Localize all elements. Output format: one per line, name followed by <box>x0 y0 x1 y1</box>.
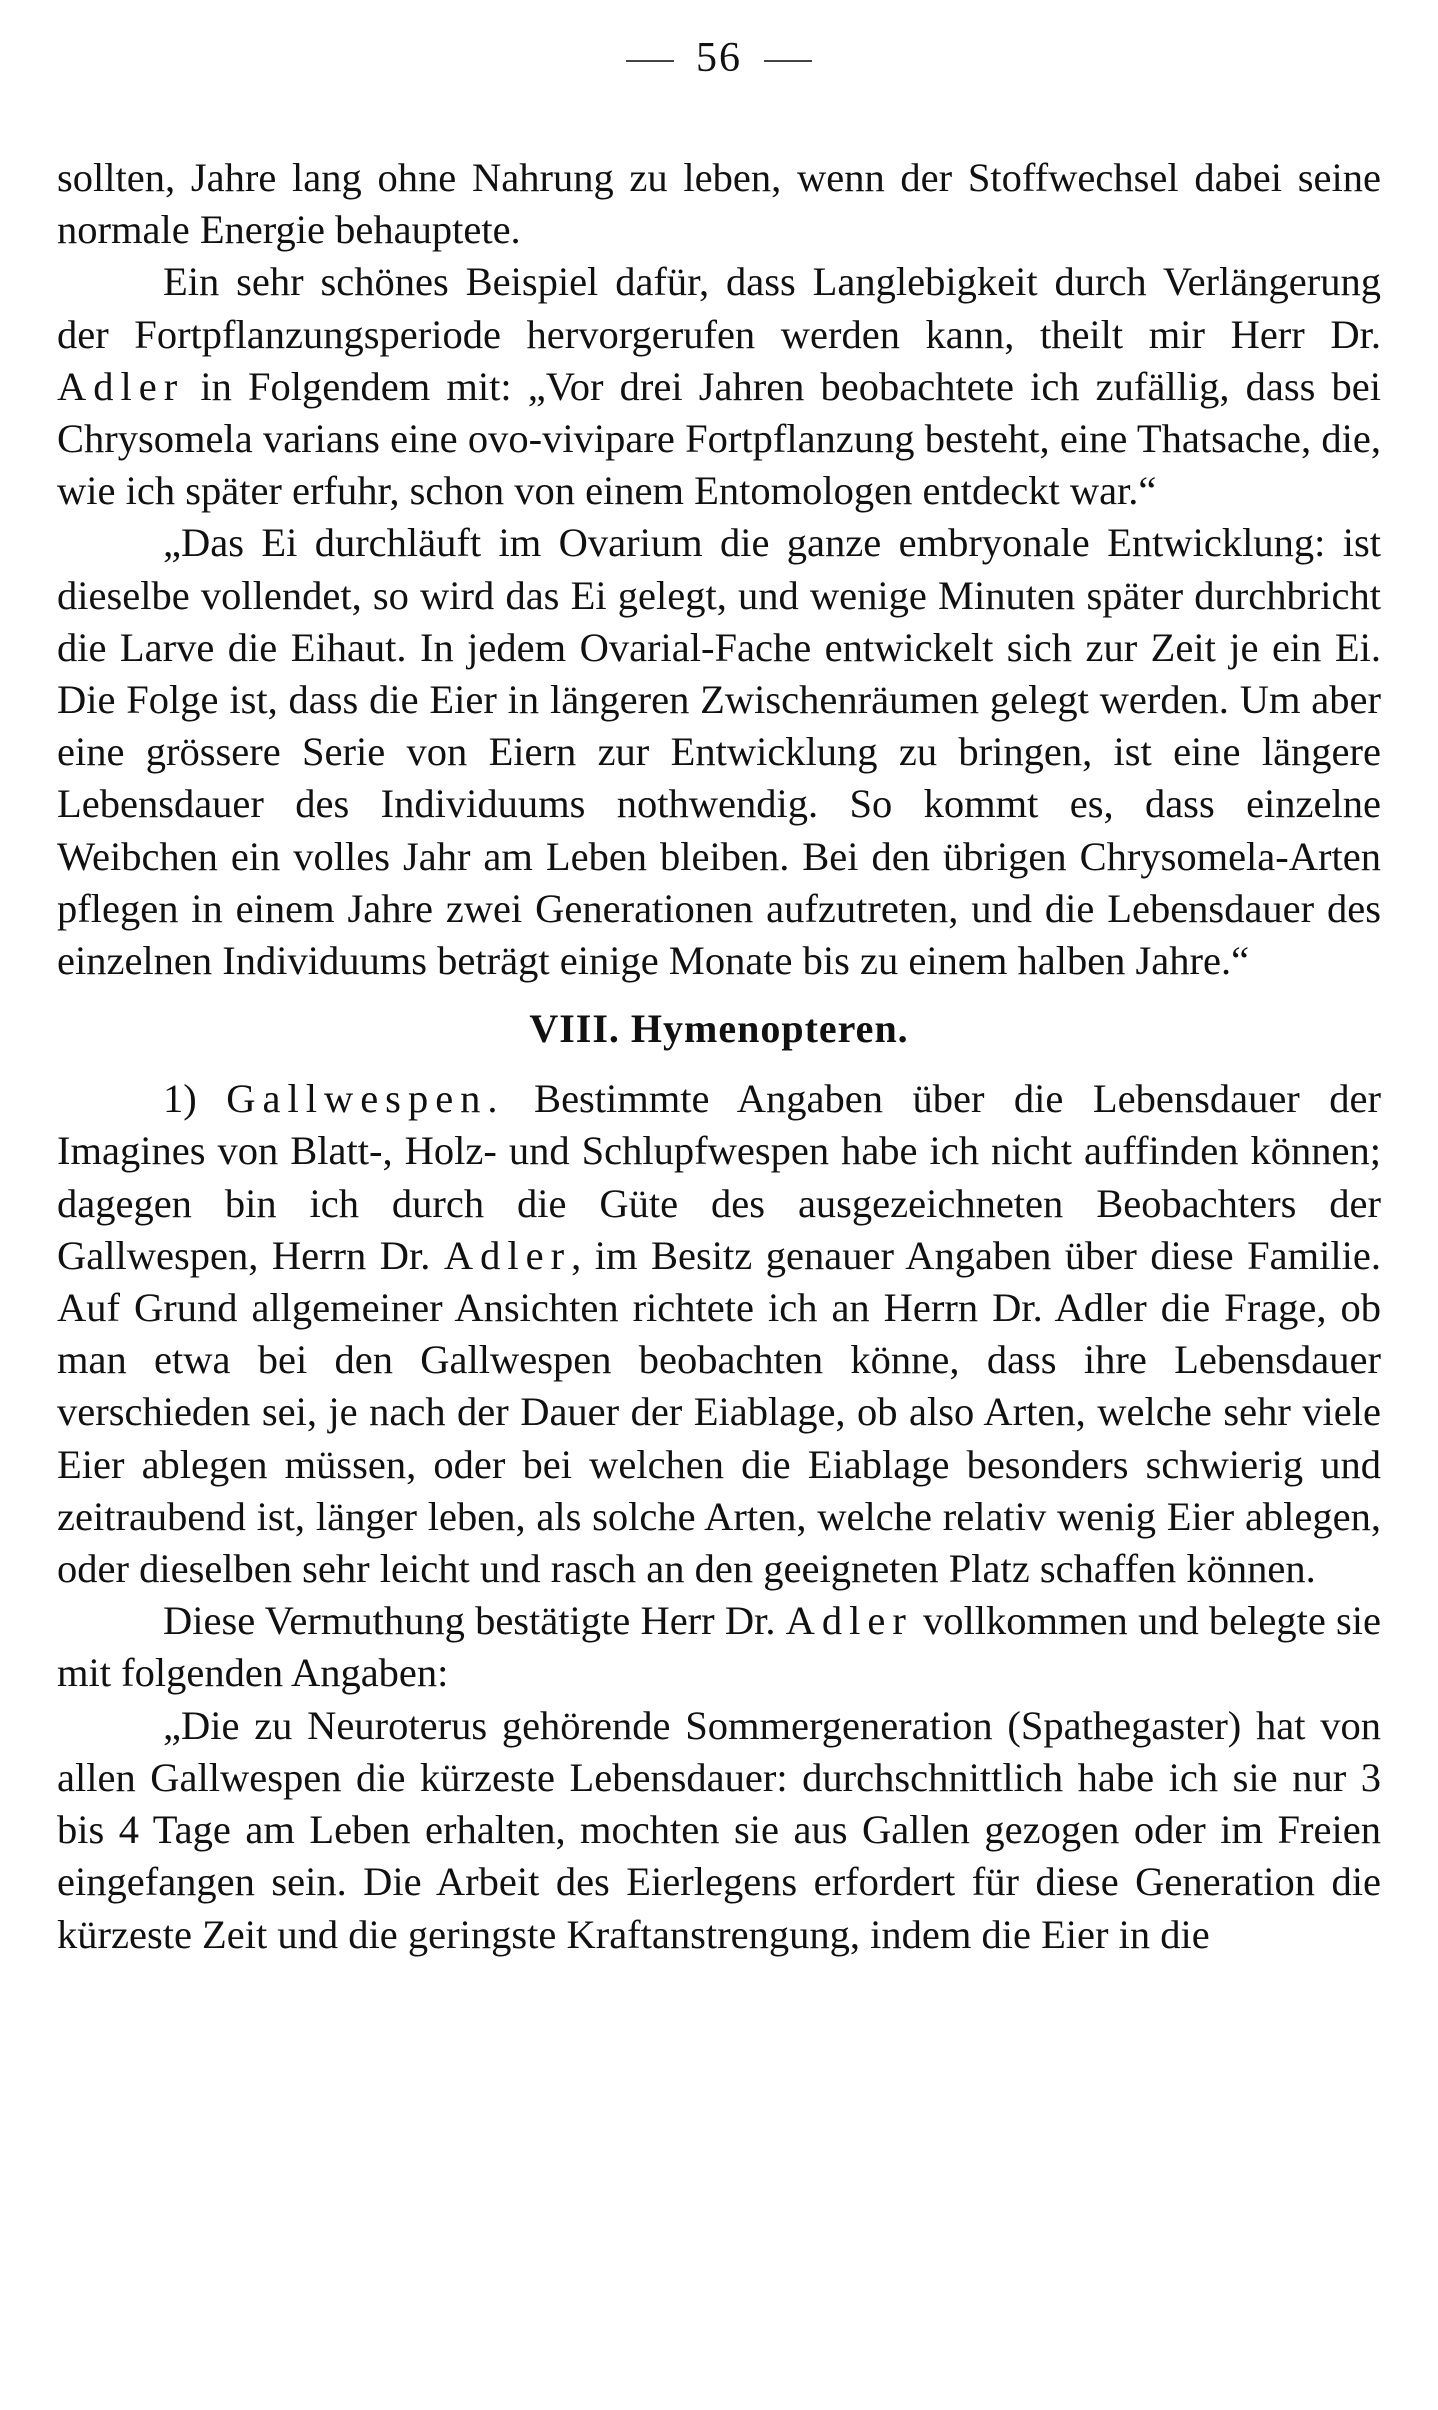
paragraph-text: Ein sehr schönes Beispiel dafür, dass Langlebigkeit durch Verlängerung der Fortpflanzungsperiode hervorgerufen werden kann, theilt mir Herr Dr. <box>57 259 1381 357</box>
paragraph-gallwespen <box>57 1073 1381 1595</box>
page-header <box>57 30 1381 94</box>
author-name: Adler <box>785 1598 913 1644</box>
right-dash <box>764 60 812 62</box>
section-heading: VIII. Hymenopteren. <box>529 1006 909 1052</box>
paragraph-text: Diese Vermuthung bestätigte Herr Dr. <box>163 1598 786 1644</box>
author-name: Adler <box>57 363 185 409</box>
author-name: Adler <box>443 1232 572 1278</box>
paragraph-text: , im Besitz genauer Angaben über diese Familie. Auf Grund allgemeiner Ansichten richtete ich an Herrn Dr. Adler die Frage, ob man etwa bei den Gallwespen beobachten könne, dass ihre Lebensdauer verschieden sei, je nach der Dauer der Eiablage, ob also Arten, welche sehr viele Eier ablegen müssen, oder bei welchen die Eiablage besonders schwierig und zeitraubend ist, länger leben, als solche Arten, welche relativ wenig Eier ablegen, oder dieselben sehr leicht und rasch an den geeigneten Platz schaffen können. <box>57 1232 1381 1592</box>
paragraph-quote-chrysomela: „Das Ei durchläuft im Ovarium die ganze embryonale Entwicklung: ist dieselbe vollendet, so wird das Ei gelegt, und wenige Minuten später durchbricht die Larve die Eihaut. In jedem Ovarial-Fache entwickelt sich zur Zeit je ein Ei. Die Folge ist, dass die Eier in längeren Zwischenräumen gelegt werden. Um aber eine grössere Serie von Eiern zur Entwicklung zu bringen, ist eine längere Lebensdauer des Individuums nothwendig. So kommt es, dass einzelne Weibchen ein volles Jahr am Leben bleiben. Bei den übrigen Chrysomela-Arten pflegen in einem Jahre zwei Generationen aufzutreten, und die Lebensdauer des einzelnen Individuums beträgt einige Monate bis zu einem halben Jahre.“ <box>57 520 1381 984</box>
page-body <box>57 152 1381 1961</box>
paragraph-quote-neuroterus: „Die zu Neuroterus gehörende Sommergeneration (Spathegaster) hat von allen Gallwespen die kürzeste Lebensdauer: durchschnittlich habe ich sie nur 3 bis 4 Tage am Leben erhalten, mochten sie aus Gallen gezogen oder im Freien eingefangen sein. Die Arbeit des Eierlegens erfordert für diese Generation die kürzeste Zeit und die geringste Kraftanstrengung, indem die Eier in die <box>57 1702 1381 1957</box>
subsection-term: Gallwespen. <box>226 1076 505 1122</box>
list-number: 1) <box>163 1076 227 1122</box>
paragraph-continuation: sollten, Jahre lang ohne Nahrung zu leben, wenn der Stoffwechsel dabei seine normale Energie behauptete. <box>57 155 1381 253</box>
left-dash <box>626 60 674 62</box>
paragraph-text: in Folgendem mit: „Vor drei Jahren beobachtete ich zufällig, dass bei Chrysomela varians eine ovo-vivipare Fortpflanzung besteht, eine Thatsache, die, wie ich später erfuhr, schon von einem Entomologen entdeckt war.“ <box>57 363 1381 514</box>
paragraph-text: Bestimmte Angaben über die Lebensdauer der Imagines von Blatt-, Holz- und Schlupfwespen habe ich nicht auffinden können; dagegen bin ich durch die Güte des ausgezeichneten Beobachters der Gallwespen, Herrn Dr. <box>57 1076 1381 1278</box>
paragraph-adler-example <box>57 256 1381 517</box>
page-number: 56 <box>696 35 742 81</box>
book-page <box>57 30 1381 2390</box>
paragraph-text: vollkommen und belegte sie mit folgenden Angaben: <box>57 1598 1381 1696</box>
paragraph-confirmation <box>57 1595 1381 1699</box>
